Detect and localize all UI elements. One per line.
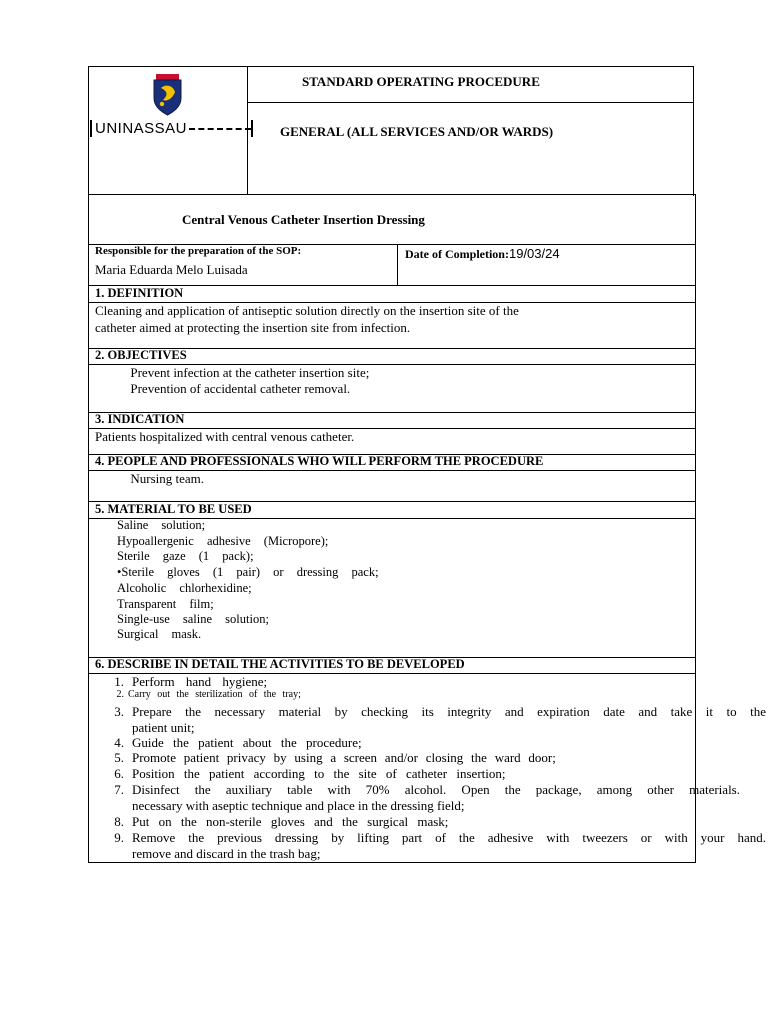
date-value: 19/03/24 — [508, 246, 560, 261]
responsible-divider — [397, 244, 398, 286]
activity-line: Promote patient privacy by using a screen and/or closing the ward door; — [132, 750, 556, 765]
org-name-text: UNINASSAU — [90, 120, 187, 137]
scope-label: GENERAL (ALL SERVICES AND/OR WARDS) — [280, 124, 554, 139]
activity-number: 1. — [114, 674, 124, 689]
activity-number: 3. — [114, 704, 124, 719]
activity-number: 6. — [114, 766, 124, 781]
activity-line: Position the patient according to the site of catheter insertion; — [132, 766, 506, 781]
activity-number: 4. — [114, 735, 124, 750]
material-item: Transparent film; — [117, 597, 214, 611]
activity-line-cont: patient unit; — [132, 720, 195, 735]
responsible-name: Maria Eduarda Melo Luisada — [95, 262, 248, 277]
definition-heading: 1. DEFINITION — [95, 286, 184, 300]
activity-number: 8. — [114, 814, 124, 829]
activity-line-cont: remove and discard in the trash bag; — [132, 846, 321, 861]
document-title: STANDARD OPERATING PROCEDURE — [302, 74, 540, 89]
activity-line: Disinfect the auxiliary table with 70% alcohol. Open the package, among other materials. — [132, 782, 740, 797]
border-right — [695, 195, 696, 863]
definition-line-2: catheter aimed at protecting the insertion site from infection. — [95, 320, 411, 335]
activity-line: Put on the non-sterile gloves and the surgical mask; — [132, 814, 449, 829]
indication-heading: 3. INDICATION — [95, 412, 185, 426]
activity-line: Guide the patient about the procedure; — [132, 735, 362, 750]
activity-number: 9. — [114, 830, 124, 845]
rule-header-bottom — [88, 194, 696, 195]
material-item: Single-use saline solution; — [117, 612, 269, 626]
material-heading: 5. MATERIAL TO BE USED — [95, 502, 252, 516]
objectives-heading: 2. OBJECTIVES — [95, 348, 187, 362]
rule-top — [88, 66, 694, 67]
logo-shield-icon — [151, 72, 184, 116]
rule-bottom — [88, 862, 696, 863]
activity-line-cont: necessary with aseptic technique and place in the dressing field; — [132, 798, 465, 813]
date-label: Date of Completion: — [405, 247, 509, 261]
procedure-title: Central Venous Catheter Insertion Dressing — [182, 212, 425, 227]
objective-item-2: Prevention of accidental catheter removal. — [117, 381, 337, 396]
activity-line: Remove the previous dressing by lifting part of the adhesive with tweezers or with your hand. — [132, 830, 766, 845]
org-name — [90, 120, 245, 140]
material-item: Saline solution; — [117, 518, 206, 532]
date-of-completion — [405, 245, 560, 263]
material-item: Sterile gaze (1 pack); — [117, 549, 254, 563]
rule-header-mid — [247, 102, 694, 103]
activity-line: Prepare the necessary material by checking its integrity and expiration date and take it to the — [132, 704, 766, 719]
activity-line: Carry out the sterilization of the tray; — [128, 689, 301, 700]
material-item: Alcoholic chlorhexidine; — [117, 581, 252, 595]
objective-item-1: Prevent infection at the catheter insertion site; — [117, 365, 356, 380]
material-item: Hypoallergenic adhesive (Micropore); — [117, 534, 329, 548]
people-item-1: Nursing team. — [117, 471, 191, 486]
definition-line-1: Cleaning and application of antiseptic solution directly on the insertion site of the — [95, 303, 519, 318]
activity-number: 7. — [114, 782, 124, 797]
people-heading: 4. PEOPLE AND PROFESSIONALS WHO WILL PERFORM THE PROCEDURE — [95, 454, 544, 468]
material-item: •Sterile gloves (1 pair) or dressing pack; — [117, 565, 379, 579]
activity-number: 5. — [114, 750, 124, 765]
border-right-top — [693, 66, 694, 196]
indication-text: Patients hospitalized with central venous catheter. — [95, 429, 355, 444]
responsible-label: Responsible for the preparation of the SOP: — [95, 245, 302, 257]
activities-heading: 6. DESCRIBE IN DETAIL THE ACTIVITIES TO BE DEVELOPED — [95, 657, 465, 671]
activity-line: Perform hand hygiene; — [132, 674, 268, 689]
activity-number: 2. — [116, 689, 124, 700]
logo-divider — [247, 66, 248, 195]
material-item: Surgical mask. — [117, 627, 202, 641]
border-left — [88, 66, 89, 863]
